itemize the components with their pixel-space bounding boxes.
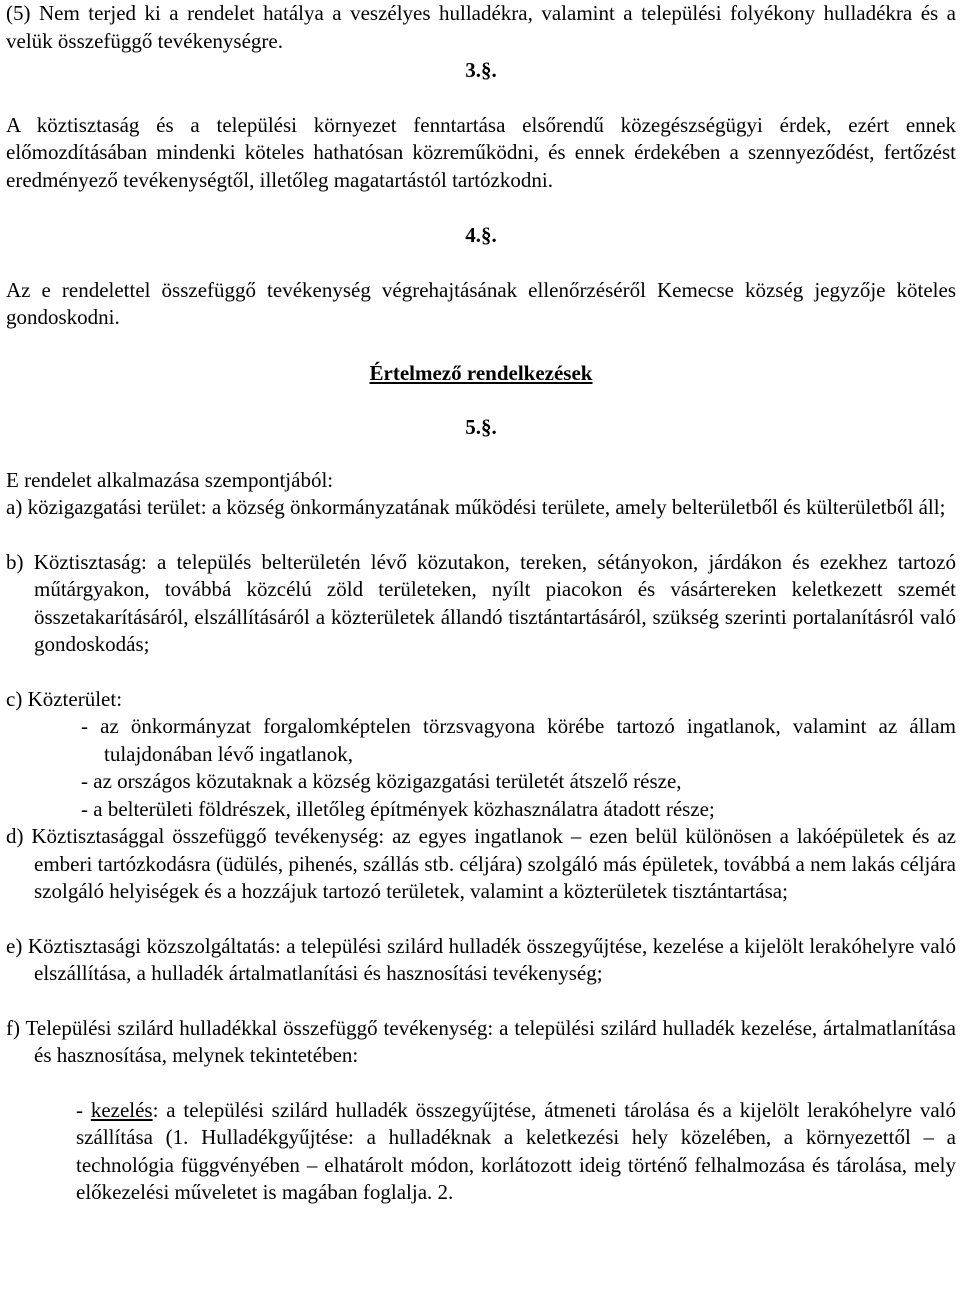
- definition-d: d) Köztisztasággal összefüggő tevékenység: az egyes ingatlanok – ezen belül különösen a lakóépületek és az emberi tartózkodásra (üdülés, pihenés, szállás stb. céljára) szolgáló más épületek, továbbá a nem lakás céljára szolgáló helyiségek és a hozzájuk tartozó területek, valamint a közterületek tisztántartása;: [6, 824, 956, 903]
- paragraph-5: (5) Nem terjed ki a rendelet hatálya a veszélyes hulladékra, valamint a települési folyékony hulladékra és a velük összefüggő tevékenységre.: [6, 1, 956, 53]
- section-4-number: 4.§.: [465, 223, 497, 247]
- section-heading: [6, 360, 956, 388]
- item-dash: -: [76, 1097, 91, 1122]
- section-heading-text: Értelmező rendelkezések: [369, 360, 593, 385]
- definition-c-item-2: - az országos közutaknak a község közigazgatási területét átszelő része,: [81, 769, 682, 793]
- definition-f: f) Települési szilárd hulladékkal összefüggő tevékenység: a települési szilárd hulladék kezelése, ártalmatlanítása és hasznosítása, melynek tekintetében:: [6, 1015, 956, 1067]
- item-text: : a települési szilárd hulladék összegyűjtése, átmeneti tárolása és a kijelölt lerakóhelyre való szállítása (1. Hulladékgyűjtése: a hulladéknak a keletkezési hely közelében, a környezettől – a technológia függvényében – elhatárolt módon, korlátozott ideig történő felhalmozása és tárolása, mely előkezelési műveletet is magában foglalja. 2.: [76, 1097, 956, 1204]
- definitions-intro: E rendelet alkalmazása szempontjából:: [6, 467, 334, 492]
- term-kezeles: kezelés: [90, 1097, 153, 1122]
- definition-c-item-1: - az önkormányzat forgalomképtelen törzsvagyona körébe tartozó ingatlanok, valamint az állam tulajdonában lévő ingatlanok,: [81, 714, 956, 766]
- definition-c-item-3: - a belterületi földrészek, illetőleg építmények közhasználatra átadott része;: [81, 796, 715, 821]
- section-3-text: A köztisztaság és a települési környezet fenntartása elsőrendű közegészségügyi érdek, ezért ennek előmozdításában mindenki köteles hathatósan közreműködni, és ennek érdekében a szennyeződést, fertőzést eredményező tevékenységtől, illetőleg magatartástól tartózkodni.: [6, 112, 956, 192]
- definition-b: b) Köztisztaság: a település belterületén lévő közutakon, tereken, sétányokon, járdákon és ezekhez tartozó műtárgyakon, továbbá közcélú zöld területeken, nyílt piacokon és vásártereken keletkezett szemét összetakarításáról, elszállításáról a közterületek állandó tisztántartásáról, szükség szerinti portalanításról való gondoskodás;: [6, 549, 956, 656]
- section-4-text: Az e rendelettel összefüggő tevékenység végrehajtásának ellenőrzéséről Kemecse község jegyzője köteles gondoskodni.: [6, 277, 956, 329]
- definition-f-item-1: [6, 1097, 956, 1207]
- definition-a: a) közigazgatási terület: a község önkormányzatának működési területe, amely belterületből és külterületből áll;: [6, 495, 946, 519]
- definition-e: e) Köztisztasági közszolgáltatás: a települési szilárd hulladék összegyűjtése, kezelése a kijelölt lerakóhelyre való elszállítása, a hulladék ártalmatlanítási és hasznosítási tevékenység;: [6, 933, 956, 985]
- definition-c: c) Közterület:: [6, 686, 123, 711]
- document-page: [6, 0, 956, 1207]
- section-5-number: 5.§.: [465, 415, 497, 439]
- section-3-number: 3.§.: [465, 58, 497, 82]
